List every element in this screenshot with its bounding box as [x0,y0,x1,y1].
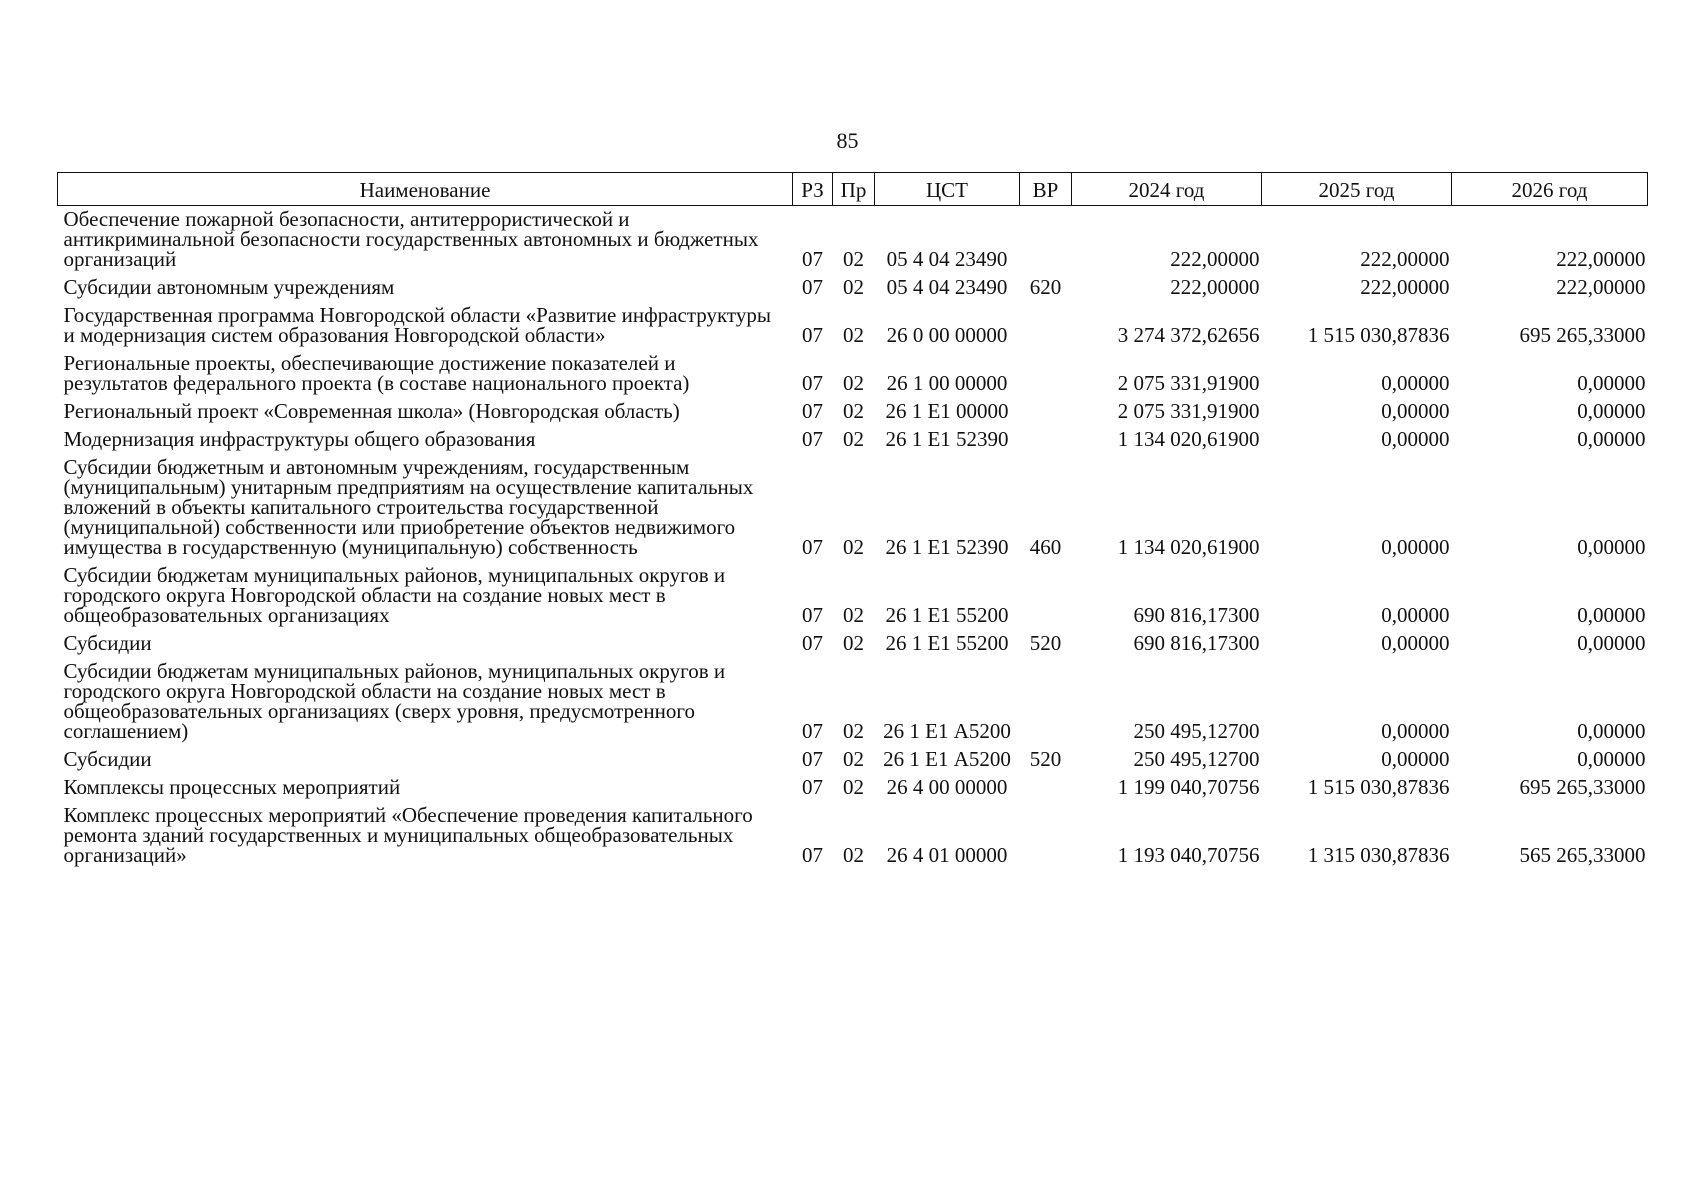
row-2026: 0,00000 [1577,747,1646,771]
row-cst: 05 4 04 23490 [886,247,1008,271]
header-pr: Пр [833,173,875,206]
row-2026: 0,00000 [1577,603,1646,627]
row-2025: 0,00000 [1381,535,1450,559]
row-name: Субсидии бюджетам муниципальных районов, муниципальных округов и городского округа Новгородской области на создание новых мест в общеобразовательных организациях [63,563,726,627]
row-2025: 222,00000 [1360,275,1450,299]
row-2026: 695 265,33000 [1519,775,1646,799]
table-body [58,206,1648,871]
row-2025: 0,00000 [1381,603,1450,627]
row-2026: 0,00000 [1577,719,1646,743]
header-name: Наименование [58,173,793,206]
row-2025: 0,00000 [1381,631,1450,655]
table-row [58,350,1648,398]
row-pr: 02 [843,323,864,347]
row-cst: 26 1 Е1 00000 [885,399,1009,423]
row-2025: 0,00000 [1381,427,1450,451]
row-2024: 3 274 372,62656 [1117,323,1260,347]
table-row [58,774,1648,802]
row-2024: 222,00000 [1170,247,1260,271]
row-name: Региональные проекты, обеспечивающие достижение показателей и результатов федерального проекта (в составе национального проекта) [63,351,690,395]
row-pr: 02 [843,747,864,771]
row-pr: 02 [843,603,864,627]
row-pr: 02 [843,631,864,655]
header-cst: ЦСТ [875,173,1020,206]
table-header [58,173,1648,206]
row-rz: 07 [802,747,823,771]
row-2025: 0,00000 [1381,747,1450,771]
row-cst: 26 0 00 00000 [886,323,1008,347]
row-cst: 26 1 Е1 52390 [885,535,1009,559]
row-cst: 26 1 Е1 55200 [885,631,1009,655]
row-pr: 02 [843,247,864,271]
header-vr: ВР [1020,173,1072,206]
row-2025: 0,00000 [1381,371,1450,395]
row-name: Модернизация инфраструктуры общего образования [63,427,536,451]
row-cst: 05 4 04 23490 [886,275,1008,299]
row-2024: 1 134 020,61900 [1117,427,1260,451]
row-cst: 26 1 00 00000 [886,371,1008,395]
table-row [58,802,1648,870]
table-row [58,426,1648,454]
row-rz: 07 [802,427,823,451]
row-cst: 26 1 Е1 А5200 [883,747,1011,771]
row-vr [1020,302,1072,350]
row-rz: 07 [802,275,823,299]
row-rz: 07 [802,843,823,867]
row-pr: 02 [843,427,864,451]
row-rz: 07 [802,323,823,347]
row-pr: 02 [843,371,864,395]
header-row [58,173,1648,206]
header-2026: 2026 год [1452,173,1648,206]
row-2024: 1 199 040,70756 [1117,775,1260,799]
table-row [58,630,1648,658]
header-2024: 2024 год [1072,173,1262,206]
row-vr [1020,562,1072,630]
row-2024: 690 816,17300 [1133,631,1260,655]
row-cst: 26 1 Е1 52390 [885,427,1009,451]
row-vr: 520 [1029,747,1062,771]
page-number: 85 [836,128,859,153]
row-2026: 0,00000 [1577,631,1646,655]
row-2024: 2 075 331,91900 [1117,399,1260,423]
row-name: Комплекс процессных мероприятий «Обеспечение проведения капитального ремонта зданий государственных и муниципальных общеобразовательных организаций» [63,803,753,867]
header-2025: 2025 год [1262,173,1452,206]
row-2026: 565 265,33000 [1519,843,1646,867]
row-2025: 1 515 030,87836 [1307,323,1450,347]
row-2024: 1 134 020,61900 [1117,535,1260,559]
row-vr: 460 [1029,535,1062,559]
table-row [58,398,1648,426]
table-row [58,562,1648,630]
row-cst: 26 1 Е1 А5200 [883,719,1011,743]
row-name: Субсидии бюджетным и автономным учреждениям, государственным (муниципальным) унитарным предприятиям на осуществление капитальных вложений в объекты капитального строительства государственной (муниципальной) собственности или приобретение объектов недвижимого имущества в государственную (муниципальную) собственность [63,455,754,559]
row-cst: 26 4 01 00000 [886,843,1008,867]
row-rz: 07 [802,371,823,395]
row-2024: 222,00000 [1170,275,1260,299]
row-name: Обеспечение пожарной безопасности, антитеррористической и антикриминальной безопасности государственных автономных и бюджетных организаций [63,207,759,271]
table-row [58,206,1648,275]
row-name: Комплексы процессных мероприятий [63,775,401,799]
row-2025: 0,00000 [1381,719,1450,743]
row-vr [1020,774,1072,802]
row-2025: 1 515 030,87836 [1307,775,1450,799]
row-2026: 0,00000 [1577,427,1646,451]
row-2024: 250 495,12700 [1133,719,1260,743]
row-2026: 695 265,33000 [1519,323,1646,347]
row-vr [1020,206,1072,275]
row-pr: 02 [843,275,864,299]
budget-table [57,172,1648,870]
row-pr: 02 [843,535,864,559]
row-2026: 0,00000 [1577,371,1646,395]
table-row [58,274,1648,302]
table-row [58,302,1648,350]
row-2025: 1 315 030,87836 [1307,843,1450,867]
row-rz: 07 [802,399,823,423]
table-row [58,746,1648,774]
row-2024: 690 816,17300 [1133,603,1260,627]
row-2025: 222,00000 [1360,247,1450,271]
row-vr [1020,398,1072,426]
row-2024: 2 075 331,91900 [1117,371,1260,395]
row-name: Региональный проект «Современная школа» (Новгородская область) [63,399,680,423]
header-rz: РЗ [793,173,833,206]
row-cst: 26 1 Е1 55200 [885,603,1009,627]
table-row [58,658,1648,746]
row-name: Субсидии бюджетам муниципальных районов, муниципальных округов и городского округа Новгородской области на создание новых мест в общеобразовательных организациях (сверх уровня, предусмотренного соглашением) [63,659,726,743]
row-name: Субсидии [63,631,152,655]
row-name: Государственная программа Новгородской области «Развитие инфраструктуры и модернизация систем образования Новгородской области» [63,303,771,347]
row-rz: 07 [802,535,823,559]
row-name: Субсидии [63,747,152,771]
row-2026: 222,00000 [1556,247,1646,271]
row-pr: 02 [843,719,864,743]
row-vr [1020,658,1072,746]
row-2025: 0,00000 [1381,399,1450,423]
row-rz: 07 [802,631,823,655]
row-2024: 250 495,12700 [1133,747,1260,771]
row-pr: 02 [843,775,864,799]
row-vr [1020,350,1072,398]
row-2026: 222,00000 [1556,275,1646,299]
row-rz: 07 [802,719,823,743]
row-vr: 620 [1029,275,1062,299]
row-2026: 0,00000 [1577,399,1646,423]
row-name: Субсидии автономным учреждениям [63,275,395,299]
row-pr: 02 [843,399,864,423]
row-vr: 520 [1029,631,1062,655]
row-2026: 0,00000 [1577,535,1646,559]
row-rz: 07 [802,775,823,799]
row-vr [1020,426,1072,454]
row-2024: 1 193 040,70756 [1117,843,1260,867]
row-rz: 07 [802,603,823,627]
table-row [58,454,1648,562]
row-vr [1020,802,1072,870]
row-cst: 26 4 00 00000 [886,775,1008,799]
row-pr: 02 [843,843,864,867]
row-rz: 07 [802,247,823,271]
